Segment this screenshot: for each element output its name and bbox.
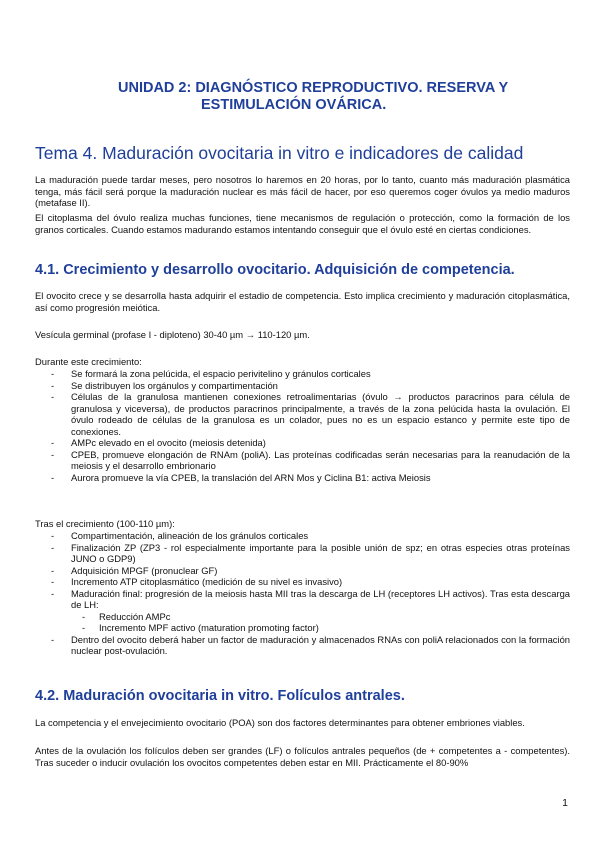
- unit-title-line2: ESTIMULACIÓN OVÁRICA.: [201, 97, 387, 113]
- list-item: - AMPc elevado en el ovocito (meiosis detenida): [35, 437, 570, 449]
- page-number: 1: [562, 797, 568, 809]
- list-item: [35, 588, 570, 634]
- list-item: - Finalización ZP (ZP3 - rol especialmente importante para la posible unión de spz; en otras especies otras proteínas JUNO o GDP9): [35, 542, 570, 565]
- topic-title: Tema 4. Maduración ovocitaria in vitro e indicadores de calidad: [35, 143, 524, 163]
- after-growth-list: [35, 530, 570, 657]
- list-item: - Se distribuyen los orgánulos y compartimentación: [35, 380, 570, 392]
- intro-paragraph-2: El citoplasma del óvulo realiza muchas funciones, tiene mecanismos de regulación o protección, como la formación de los granos corticales. Cuando estamos madurando estamos intentando conseguir que el óvulo esté en ciertas condiciones.: [35, 212, 570, 235]
- sub-list-item: - Reducción AMPc: [71, 611, 570, 623]
- list-item: - Adquisición MPGF (pronuclear GF): [35, 565, 570, 577]
- list-item: - Dentro del ovocito deberá haber un factor de maduración y almacenados RNAs con poliA relacionados con la formación nuclear post-ovulación.: [35, 634, 570, 657]
- section-2-heading: 4.2. Maduración ovocitaria in vitro. Folículos antrales.: [35, 688, 405, 704]
- list-item: - Incremento ATP citoplasmático (medición de su nivel es invasivo): [35, 576, 570, 588]
- section-1-heading: 4.1. Crecimiento y desarrollo ovocitario. Adquisición de competencia.: [35, 262, 515, 278]
- list-item: - Células de la granulosa mantienen conexiones retroalimentarias (óvulo → productos paracrinos para célula de granulosa y viceversa), de productos paracrinos principalmente, a través de la zona pelúcida hasta la ovulación. El óvulo rodeado de células de la granulosa es un colador, pues no es un espacio estanco y permite este tipo de conexiones.: [35, 391, 570, 437]
- list-item: - Aurora promueve la vía CPEB, la translación del ARN Mos y Ciclina B1: activa Meiosis: [35, 472, 570, 484]
- sub-list-item: - Incremento MPF activo (maturation promoting factor): [71, 622, 570, 634]
- section-1-paragraph-2: Vesícula germinal (profase I - diploteno) 30-40 µm → 110-120 µm.: [35, 329, 310, 340]
- section-1-paragraph-1: El ovocito crece y se desarrolla hasta adquirir el estadio de competencia. Esto implica crecimiento y maduración citoplasmática, así como progresión meiótica.: [35, 290, 570, 313]
- section-2-paragraph-1: La competencia y el envejecimiento ovocitario (POA) son dos factores determinantes para obtener embriones viables.: [35, 717, 525, 728]
- during-growth-list: [35, 368, 570, 483]
- after-growth-label: Tras el crecimiento (100-110 µm):: [35, 518, 175, 529]
- list-item: - CPEB, promueve elongación de RNAm (poliA). Las proteínas codificadas serán necesarias para la reanudación de la meiosis y el desarrollo embrionario: [35, 449, 570, 472]
- intro-paragraph-1: La maduración puede tardar meses, pero nosotros lo haremos en 20 horas, por lo tanto, cuanto más maduración plasmática tenga, más fácil será porque la maduración nuclear es más fácil de hacer, por eso queremos coger óvulos ya medio maduros (metafase II).: [35, 174, 570, 208]
- list-item: - Compartimentación, alineación de los gránulos corticales: [35, 530, 570, 542]
- during-growth-label: Durante este crecimiento:: [35, 356, 142, 367]
- unit-title-line1: UNIDAD 2: DIAGNÓSTICO REPRODUCTIVO. RESERVA Y: [118, 80, 509, 96]
- sub-list: [71, 611, 570, 634]
- unit-title: [118, 80, 538, 114]
- list-item-text: Maduración final: progresión de la meiosis hasta MII tras la descarga de LH (receptores LH activos). Tras esta descarga de LH:: [71, 587, 570, 610]
- list-item: - Se formará la zona pelúcida, el espacio perivitelino y gránulos corticales: [35, 368, 570, 380]
- section-2-paragraph-2: Antes de la ovulación los folículos deben ser grandes (LF) o folículos antrales pequeños (de + competentes a - competentes). Tras suceder o inducir ovulación los ovocitos competentes deben estar en MII. Prácticamente el 80-90%: [35, 745, 570, 768]
